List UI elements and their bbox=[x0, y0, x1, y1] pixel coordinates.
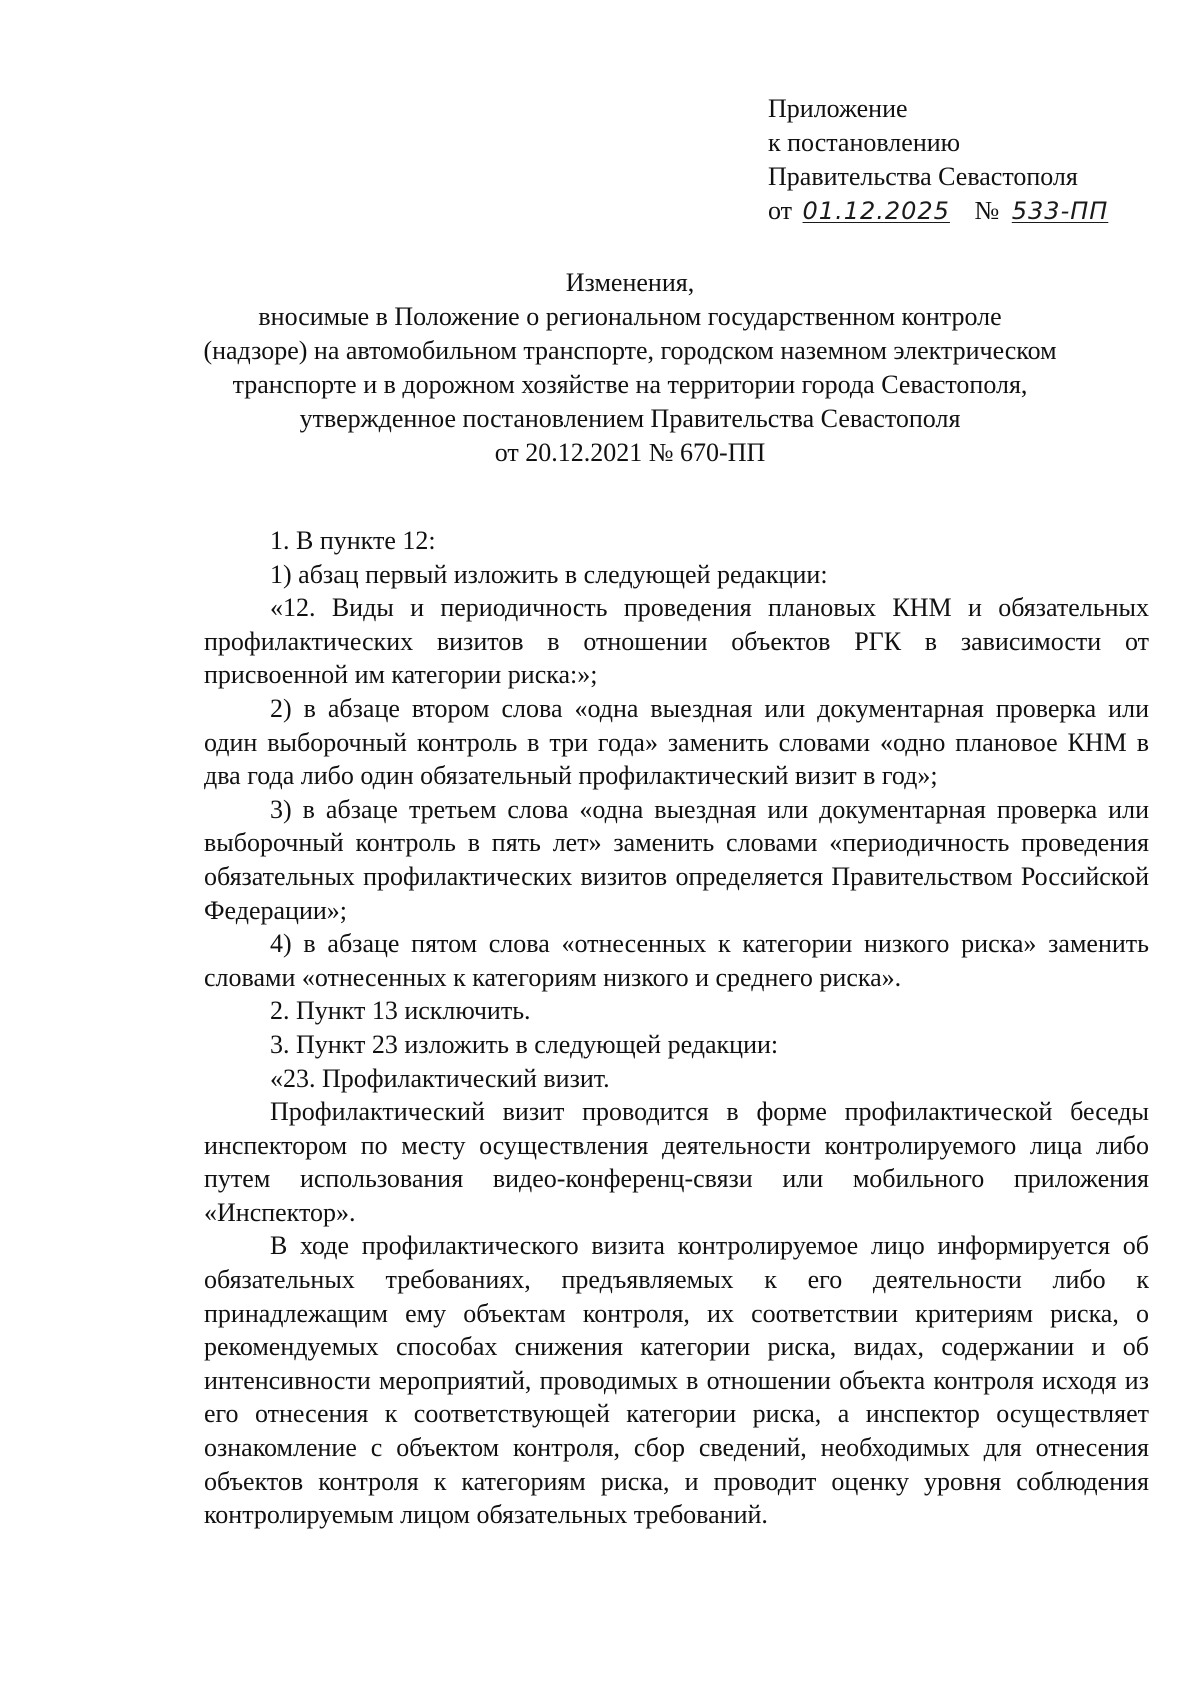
handwritten-date: 01.12.2025 bbox=[802, 197, 950, 225]
appendix-line-3: Правительства Севастополя bbox=[768, 162, 1078, 191]
title-line-5: от 20.12.2021 № 670-ПП bbox=[494, 438, 766, 467]
paragraph-5: 3) в абзаце третьем слова «одна выездная или документарная проверка или выборочный контроль в пять лет» заменить словами «периодичность проведения обязательных профилактических визитов определяется Правительством Российской Федерации»; bbox=[204, 794, 1149, 925]
paragraph-7: 2. Пункт 13 исключить. bbox=[270, 996, 531, 1026]
title-line-4: утвержденное постановлением Правительства Севастополя bbox=[299, 404, 961, 433]
paragraph-9: «23. Профилактический визит. bbox=[270, 1063, 610, 1093]
appendix-block bbox=[768, 92, 1128, 228]
title-line-2: (надзоре) на автомобильном транспорте, городском наземном электрическом bbox=[203, 336, 1057, 365]
paragraph-6: 4) в абзаце пятом слова «отнесенных к категории низкого риска» заменить словами «отнесенных к категориям низкого и среднего риска». bbox=[204, 929, 1149, 992]
handwritten-number: 533-ПП bbox=[1011, 197, 1109, 225]
date-prefix: от bbox=[768, 196, 793, 225]
title-line-3: транспорте и в дорожном хозяйстве на территории города Севастополя, bbox=[232, 370, 1028, 399]
paragraph-3: «12. Виды и периодичность проведения плановых КНМ и обязательных профилактических визитов в отношении объектов РГК в зависимости от присвоенной им категории риска:»; bbox=[204, 593, 1149, 690]
paragraph-10: Профилактический визит проводится в форме профилактической беседы инспектором по месту осуществления деятельности контролируемого лица либо путем использования видео-конференц-связи или мобильного приложения «Инспектор». bbox=[204, 1097, 1149, 1227]
document-body bbox=[204, 524, 1149, 1532]
appendix-date-line bbox=[768, 194, 1128, 228]
appendix-line-1: Приложение bbox=[768, 94, 908, 123]
number-sign: № bbox=[974, 196, 1000, 225]
paragraph-4: 2) в абзаце втором слова «одна выездная или документарная проверка или один выборочный контроль в три года» заменить словами «одно плановое КНМ в два года либо один обязательный профилактический визит в год»; bbox=[204, 693, 1149, 791]
paragraph-1: 1. В пункте 12: bbox=[270, 526, 436, 555]
paragraph-2: 1) абзац первый изложить в следующей редакции: bbox=[270, 559, 828, 589]
title-heading: Изменения, bbox=[565, 268, 695, 297]
appendix-line-2: к постановлению bbox=[768, 128, 961, 157]
title-line-1: вносимые в Положение о региональном государственном контроле bbox=[258, 302, 1002, 331]
document-title bbox=[190, 266, 1070, 470]
paragraph-11: В ходе профилактического визита контролируемое лицо информируется об обязательных требованиях, предъявляемых к его деятельности либо к принадлежащим ему объектам контроля, их соответствии критериям риска, о рекомендуемых способах снижения категории риска, видах, содержании и об интенсивности мероприятий, проводимых в отношении объекта контроля исходя из его отнесения к соответствующей категории риска, а инспектор осуществляет ознакомление с объектом контроля, сбор сведений, необходимых для отнесения объектов контроля к категориям риска, и проводит оценку уровня соблюдения контролируемым лицом обязательных требований. bbox=[204, 1231, 1149, 1530]
paragraph-8: 3. Пункт 23 изложить в следующей редакции: bbox=[270, 1029, 779, 1059]
